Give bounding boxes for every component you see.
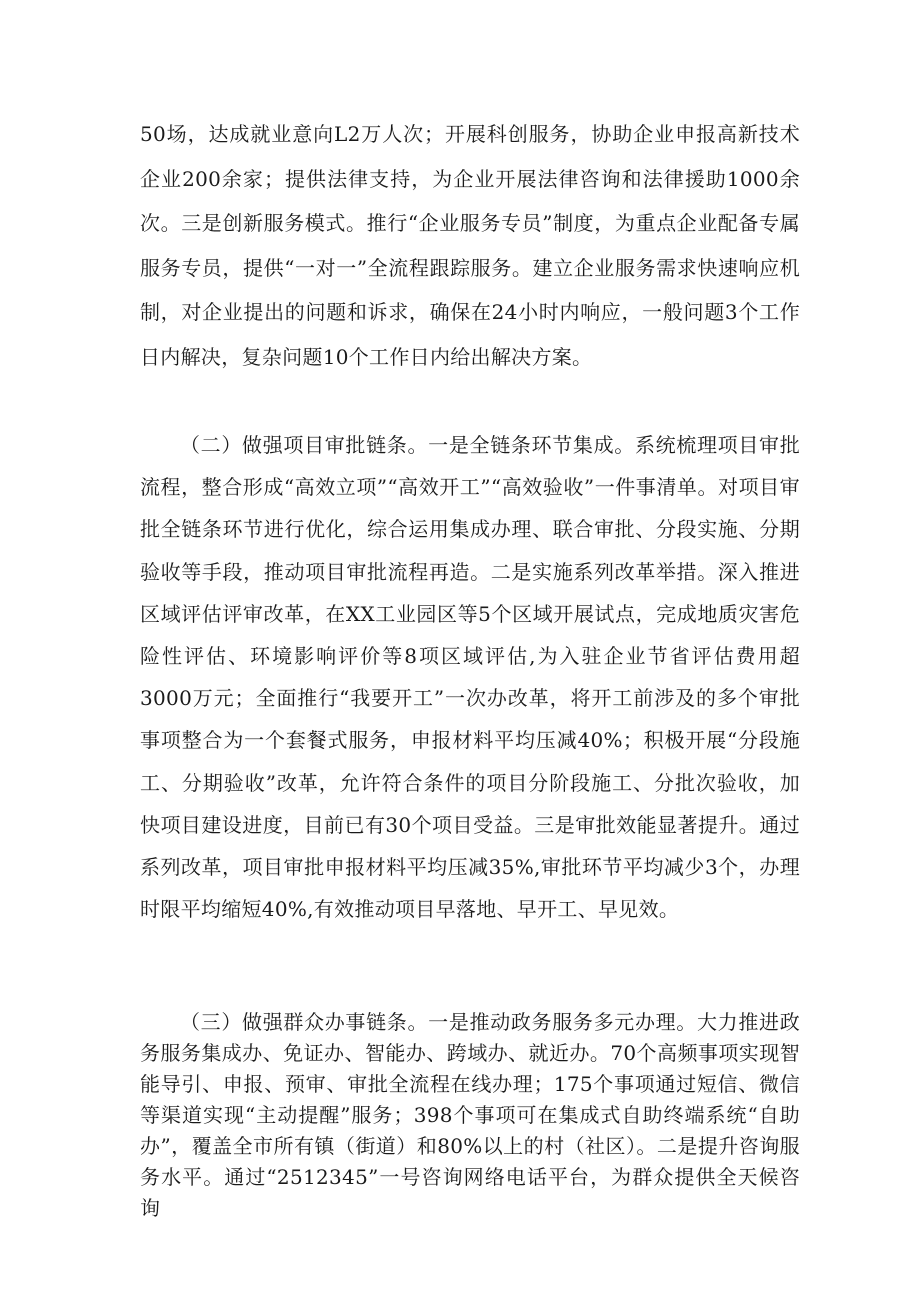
paragraph-project-approval-chain: （二）做强项目审批链条。一是全链条环节集成。系统梳理项目审批流程，整合形成“高效立项”“高效开工”“高效验收”一件事清单。对项目审批全链条环节进行优化，综合运用集成办理、联合审批、分段实施、分期验收等手段，推动项目审批流程再造。二是实施系列改革举措。深入推进区域评估评审改革，在XX工业园区等5个区域开展试点，完成地质灾害危险性评估、环境影响评价等8项区域评估,为入驻企业节省评估费用超3000万元；全面推行“我要开工”一次办改革，将开工前涉及的多个审批事项整合为一个套餐式服务，申报材料平均压减40%；积极开展“分段施工、分期验收”改革，允许符合条件的项目分阶段施工、分批次验收，加快项目建设进度，目前已有30个项目受益。三是审批效能显著提升。通过系列改革，项目审批申报材料平均压减35%,审批环节平均减少3个，办理时限平均缩短40%,有效推动项目早落地、早开工、早见效。 — [140, 433, 800, 922]
paragraph-enterprise-services: 50场，达成就业意向L2万人次；开展科创服务，协助企业申报高新技术企业200余家；提供法律支持，为企业开展法律咨询和法律援助1000余次。三是创新服务模式。推行“企业服务专员”制度，为重点企业配备专属服务专员，提供“一对一”全流程跟踪服务。建立企业服务需求快速响应机制，对企业提出的问题和诉求，确保在24小时内响应，一般问题3个工作日内解决，复杂问题10个工作日内给出解决方案。 — [140, 122, 800, 369]
paragraph-public-services-chain: （三）做强群众办事链条。一是推动政务服务多元办理。大力推进政务服务集成办、免证办、智能办、跨域办、就近办。70个高频事项实现智能导引、申报、预审、审批全流程在线办理；175个事项通过短信、微信等渠道实现“主动提醒”服务；398个事项可在集成式自助终端系统“自助办”，覆盖全市所有镇（街道）和80%以上的村（社区）。二是提升咨询服务水平。通过“2512345”一号咨询网络电话平台，为群众提供全天候咨询 — [140, 1010, 800, 1220]
